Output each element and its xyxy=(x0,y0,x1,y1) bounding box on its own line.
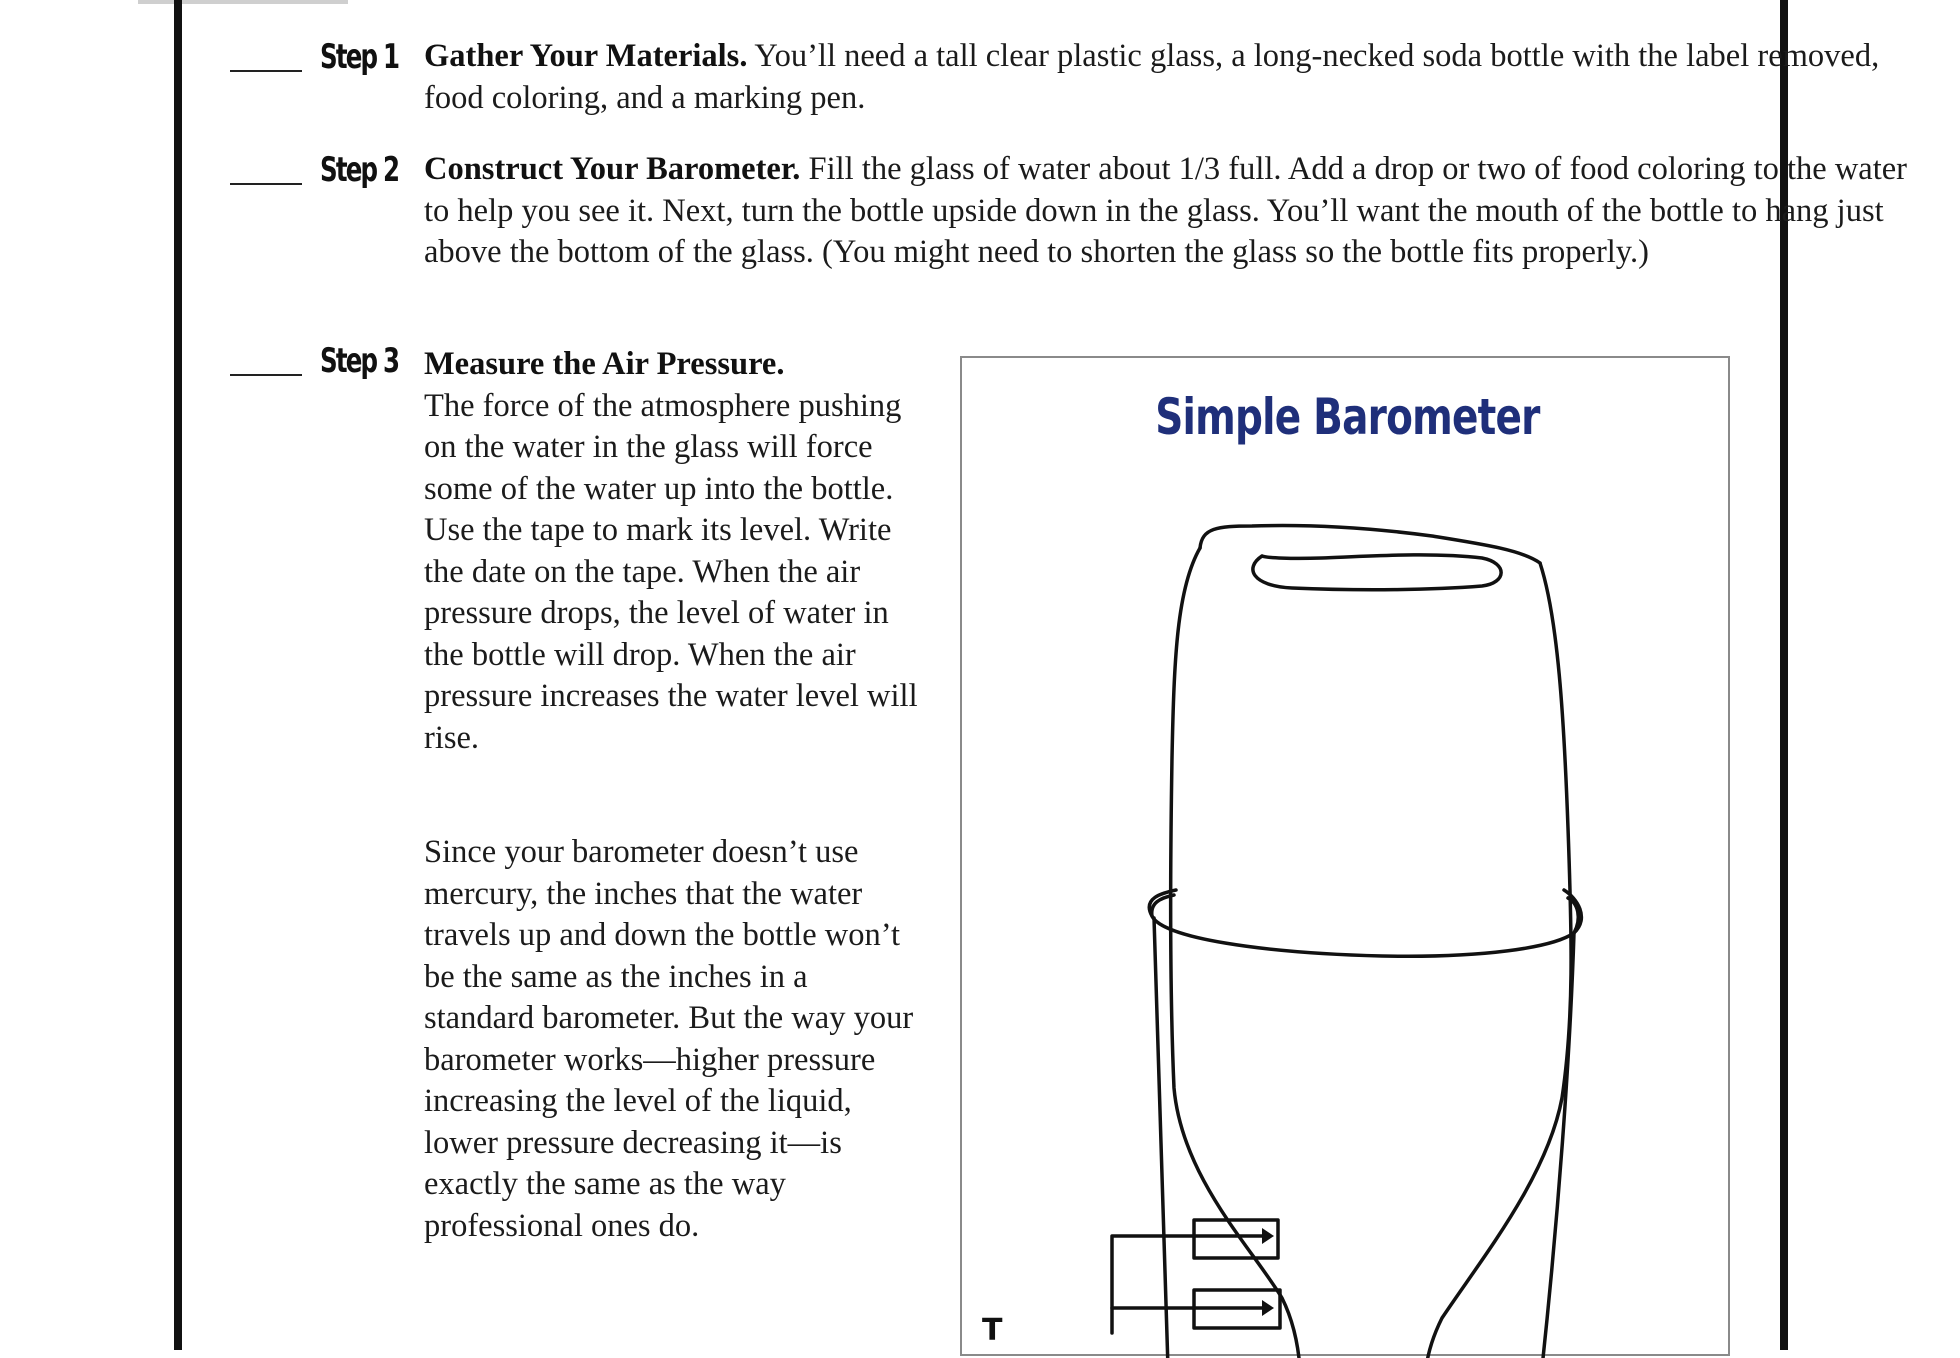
step-1-text: You’ll need a tall clear plastic glass, a long-necked soda bottle with the label removed, food coloring, and a marking pen. xyxy=(424,38,1880,116)
step-2-title: Construct Your Barometer. xyxy=(424,151,801,187)
step-2-label: Step 2 xyxy=(320,150,399,190)
barometer-figure xyxy=(960,356,1730,1356)
step-2-text: Fill the glass of water about 1/3 full. Add a drop or two of food coloring to the water to help you see it. Next, turn the bottle upside down in the glass. You’ll want the mouth of the bottle to hang just above the bottom of the glass. (You might need to shorten the glass so the bottle fits properly.) xyxy=(424,151,1908,270)
bottle-outline-right xyxy=(1426,563,1571,1358)
tape-label: T xyxy=(982,1313,1003,1348)
step-3-checkbox-line[interactable] xyxy=(230,374,302,376)
barometer-drawing xyxy=(962,358,1732,1358)
step-3-label: Step 3 xyxy=(320,341,399,381)
step-1-title: Gather Your Materials. xyxy=(424,38,748,74)
arrow-head-2 xyxy=(1262,1300,1274,1316)
arrow-line-1 xyxy=(1112,1236,1262,1333)
step-1-body xyxy=(424,36,1904,119)
glass-rim xyxy=(1149,890,1581,956)
step-2-checkbox-line[interactable] xyxy=(230,183,302,185)
step-2-body xyxy=(424,149,1914,274)
step-3-text: The force of the atmosphere pushing on the water in the glass will force some of the water up into the bottle. Use the tape to mark its level. Write the date on the tape. When the air pressure drops, the level of water in the bottle will drop. When the air pressure increases the water level will rise. xyxy=(424,387,918,756)
step-1-label: Step 1 xyxy=(320,37,399,77)
step-3-paragraph-2: Since your barometer doesn’t use mercury, the inches that the water travels up and down the bottle won’t be the same as the inches in a standard barometer. But the way your barometer works—higher pressure increasing the level of the liquid, lower pressure decreasing it—is exactly the same as the way professional ones do. xyxy=(424,834,914,1244)
glass-left-side xyxy=(1154,918,1168,1358)
bottle-base-oval xyxy=(1253,555,1501,590)
figure-title: Simple Barometer xyxy=(1154,388,1540,446)
arrow-head-1 xyxy=(1262,1228,1274,1244)
step-1-checkbox-line[interactable] xyxy=(230,70,302,72)
step-3-body xyxy=(424,344,924,759)
step-3-title: Measure the Air Pressure. xyxy=(424,346,785,382)
